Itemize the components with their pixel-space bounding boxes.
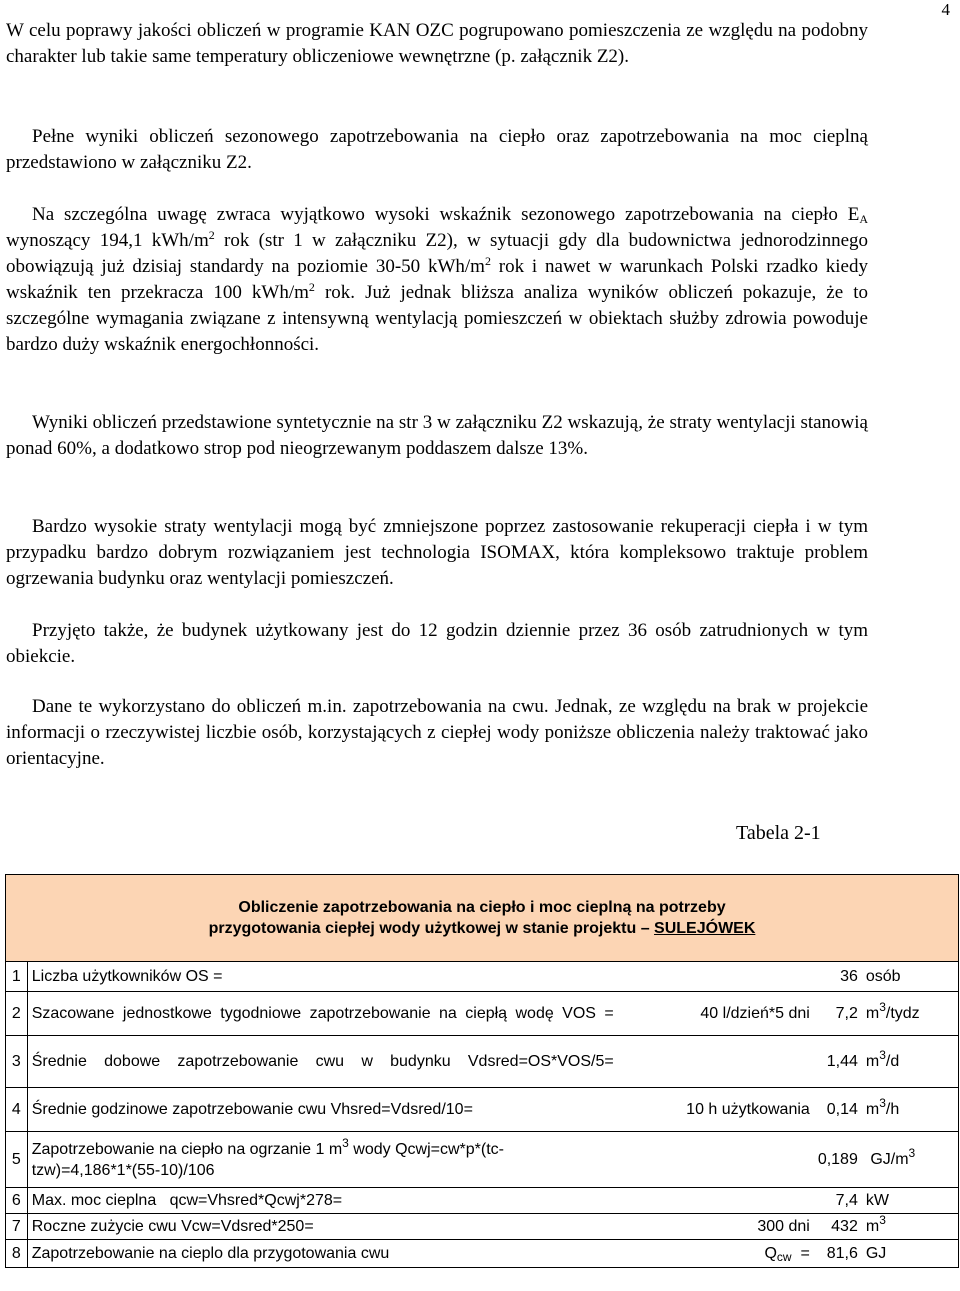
text-part: rok i nawet w warunkach Polski rzadko kiedy wskaźnik ten przekracza 100 kWh/m	[6, 256, 868, 303]
row-unit	[862, 1214, 959, 1240]
row-description	[27, 1132, 618, 1188]
row-description	[27, 1036, 618, 1088]
paragraph-grouping: W celu poprawy jakości obliczeń w programie KAN OZC pogrupowano pomieszczenia ze względu na podobny charakter lub takie same temperatury obliczeniowe wewnętrzne (p. załącznik Z2).	[6, 20, 868, 67]
paragraph-dhw-text: Dane te wykorzystano do obliczeń m.in. zapotrzebowania na cwu. Jednak, ze względu na brak w projekcie informacji o rzeczywistej liczbie osób, korzystających z ciepłej wody poniższe obliczenia należy traktować jako orientacyjne.	[6, 696, 868, 769]
unit-superscript: 3	[908, 1145, 916, 1160]
row-unit	[862, 1088, 959, 1132]
row-description-text: Średnie dobowe zapotrzebowanie cwu w budynku Vdsred=OS*VOS/5=	[31, 1052, 614, 1070]
row-number: 4	[6, 1088, 28, 1132]
text-part: Na szczególna uwagę zwraca wyjątkowo wysoki wskaźnik sezonowego zapotrzebowania na ciepło E	[32, 204, 860, 225]
superscript: 2	[484, 254, 491, 268]
unit-text: GJ/m	[870, 1150, 909, 1168]
note-subscript: cw	[776, 1249, 792, 1264]
superscript: 3	[342, 1135, 349, 1150]
project-name: SULEJÓWEK	[654, 920, 756, 937]
paragraph-results-text: Pełne wyniki obliczeń sezonowego zapotrzebowania na ciepło oraz zapotrzebowania na moc cieplną przedstawiono w załączniku Z2.	[6, 126, 868, 173]
row-description: Max. moc cieplna qcw=Vhsred*Qcwj*278=	[27, 1188, 618, 1214]
unit-text: osób	[865, 967, 901, 985]
table-row	[6, 1132, 959, 1188]
row-number: 2	[6, 992, 28, 1036]
row-number: 1	[6, 962, 28, 992]
paragraph-occupancy	[6, 618, 868, 670]
row-note	[618, 1036, 814, 1088]
unit-superscript: 3	[879, 999, 886, 1014]
row-number: 3	[6, 1036, 28, 1088]
row-unit	[862, 1188, 959, 1214]
row-description-text	[31, 1135, 592, 1181]
row-note: 300 dni	[618, 1214, 814, 1240]
text-part: rok (str 1 w załączniku Z2), w sytuacji gdy dla budownictwa jednorodzinnego obowiązują już dzisiaj standardy na poziomie 30-50 kWh/m	[6, 230, 868, 277]
text-part: wynoszący 194,1 kWh/m	[6, 230, 209, 251]
text-part: Zapotrzebowanie na ciepło na ogrzanie 1 m	[31, 1140, 343, 1158]
row-value: 7,2	[814, 992, 862, 1036]
paragraph-recuperation	[6, 514, 868, 592]
note-text: =	[791, 1244, 810, 1262]
row-value: 81,6	[814, 1240, 862, 1268]
table-header-line2	[10, 918, 954, 939]
row-note: 40 l/dzień*5 dni	[618, 992, 814, 1036]
paragraph-recuperation-text: Bardzo wysokie straty wentylacji mogą być zmniejszone poprzez zastosowanie rekuperacji ciepła i w tym przypadku bardzo dobrym rozwiązaniem jest technologia ISOMAX, która kompleksowo traktuje problem ogrzewania budynku oraz wentylacji pomieszczeń.	[6, 516, 868, 589]
row-unit	[862, 1240, 959, 1268]
text-part: wody Qcwj=cw*p*(tc-tzw)=4,186*1*(55-10)/106	[31, 1140, 504, 1179]
table-row	[6, 1036, 959, 1088]
superscript: 2	[208, 228, 215, 242]
unit-text: kW	[865, 1191, 889, 1209]
row-number: 8	[6, 1240, 28, 1268]
subscript: A	[859, 212, 868, 226]
unit-text: GJ	[865, 1244, 887, 1262]
row-description: Średnie godzinowe zapotrzebowanie cwu Vhsred=Vdsred/10=	[27, 1088, 618, 1132]
unit-text: m	[865, 1100, 880, 1118]
paragraph-ventilation	[6, 410, 868, 462]
paragraph-results	[6, 124, 868, 176]
row-value: 0,14	[814, 1088, 862, 1132]
table-header-line1: Obliczenie zapotrzebowania na ciepło i moc cieplną na potrzeby	[238, 899, 726, 916]
table-row	[6, 1240, 959, 1268]
table-row	[6, 962, 959, 992]
paragraph-indicator	[6, 202, 868, 358]
table-row	[6, 1214, 959, 1240]
page-number: 4	[941, 0, 950, 19]
row-value: 36	[814, 962, 862, 992]
unit-tail: /tydz	[885, 1004, 920, 1022]
unit-text: m	[865, 1217, 880, 1235]
row-note	[618, 962, 814, 992]
table-row	[6, 992, 959, 1036]
row-unit	[862, 992, 959, 1036]
row-note	[618, 1132, 814, 1188]
row-unit	[862, 962, 959, 992]
unit-superscript: 3	[879, 1212, 886, 1227]
table-row	[6, 1188, 959, 1214]
row-description	[27, 992, 618, 1036]
row-number: 5	[6, 1132, 28, 1188]
row-value: 1,44	[814, 1036, 862, 1088]
row-description: Liczba użytkowników OS =	[27, 962, 618, 992]
text-part: rok. Już jednak bliższa analiza wyników obliczeń pokazuje, że to szczególne wymagania związane z intensywną wentylacją pomieszczeń w obiektach służby zdrowia powoduje bardzo duży wskaźnik energochłonności.	[6, 282, 868, 355]
paragraph-ventilation-text: Wyniki obliczeń przedstawione syntetycznie na str 3 w załączniku Z2 wskazują, że straty wentylacji stanowią ponad 60%, a dodatkowo strop pod nieogrzewanym poddaszem dalsze 13%.	[6, 412, 868, 459]
row-description: Zapotrzebowanie na cieplo dla przygotowania cwu	[27, 1240, 618, 1268]
unit-text: m	[865, 1004, 880, 1022]
row-note	[618, 1188, 814, 1214]
table-header	[6, 875, 959, 962]
table-header-row	[6, 875, 959, 962]
table-header-text: przygotowania ciepłej wody użytkowej w stanie projektu –	[208, 920, 655, 937]
row-value: 7,4	[814, 1188, 862, 1214]
paragraph-occupancy-text: Przyjęto także, że budynek użytkowany jest do 12 godzin dziennie przez 36 osób zatrudnionych w tym obiekcie.	[6, 620, 868, 667]
unit-text: m	[865, 1052, 880, 1070]
unit-tail: /d	[885, 1052, 900, 1070]
calculation-table	[5, 874, 959, 1268]
table-caption: Tabela 2-1	[736, 822, 821, 844]
row-value: 432	[814, 1214, 862, 1240]
row-description: Roczne zużycie cwu Vcw=Vdsred*250=	[27, 1214, 618, 1240]
paragraph-dhw	[6, 694, 868, 772]
unit-superscript: 3	[879, 1095, 886, 1110]
row-unit	[862, 1132, 959, 1188]
row-value: 0,189	[814, 1132, 862, 1188]
note-text: Q	[764, 1244, 777, 1262]
row-number: 6	[6, 1188, 28, 1214]
row-note	[618, 1240, 814, 1268]
table-row	[6, 1088, 959, 1132]
unit-superscript: 3	[879, 1047, 886, 1062]
unit-tail: /h	[885, 1100, 900, 1118]
row-description-text: Szacowane jednostkowe tygodniowe zapotrzebowanie na ciepłą wodę VOS =	[31, 1004, 614, 1022]
row-number: 7	[6, 1214, 28, 1240]
row-unit	[862, 1036, 959, 1088]
row-note: 10 h użytkowania	[618, 1088, 814, 1132]
superscript: 2	[308, 280, 315, 294]
